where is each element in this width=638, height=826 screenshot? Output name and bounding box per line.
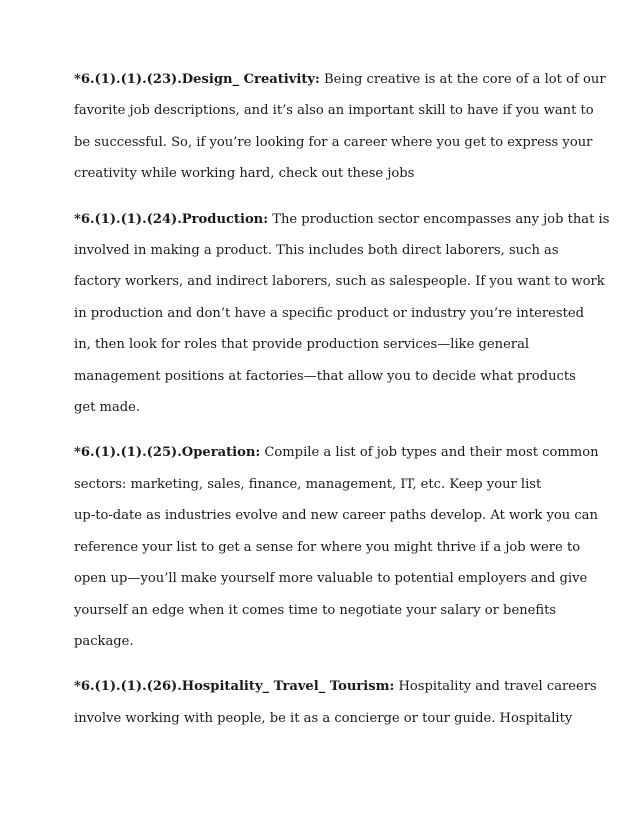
paragraph-line: package.	[74, 633, 134, 649]
document-page	[74, 64, 610, 748]
paragraph-heading: *6.(1).(1).(25).Operation:	[74, 445, 261, 461]
paragraph-line: in production and don’t have a specific product or industry you’re interested	[74, 305, 584, 321]
paragraph-line: in, then look for roles that provide production services—like general	[74, 337, 530, 353]
paragraph-line: involve working with people, be it as a concierge or tour guide. Hospitality	[74, 710, 573, 726]
paragraph-text: Compile a list of job types and their most common	[260, 445, 599, 461]
paragraph-line: yourself an edge when it comes time to negotiate your salary or benefits	[74, 602, 557, 618]
paragraph-line: get made.	[74, 400, 141, 416]
paragraph-line: management positions at factories—that allow you to decide what products	[74, 368, 576, 384]
paragraph-line	[74, 64, 606, 95]
paragraph-operation	[74, 437, 599, 657]
paragraph-text: Hospitality and travel careers	[394, 679, 597, 695]
paragraph-line: reference your list to get a sense for where you might thrive if a job were to	[74, 539, 581, 555]
paragraph-text: Being creative is at the core of a lot of our	[319, 72, 606, 87]
paragraph-line: factory workers, and indirect laborers, such as salespeople. If you want to work	[74, 274, 605, 290]
paragraph-line	[74, 204, 610, 235]
paragraph-design-creativity	[74, 64, 606, 190]
paragraph-hospitality-travel-tourism	[74, 671, 597, 734]
paragraph-line: sectors: marketing, sales, finance, management, IT, etc. Keep your list	[74, 476, 542, 492]
paragraph-line: involved in making a product. This includes both direct laborers, such as	[74, 243, 559, 259]
paragraph-line	[74, 437, 599, 468]
paragraph-line	[74, 671, 597, 702]
paragraph-line: creativity while working hard, check out these jobs	[74, 166, 415, 182]
paragraph-heading: *6.(1).(1).(23).Design_ Creativity:	[74, 72, 320, 87]
paragraph-line: up-to-date as industries evolve and new career paths develop. At work you can	[74, 508, 598, 524]
paragraph-line: be successful. So, if you’re looking for a career where you get to express your	[74, 134, 593, 150]
paragraph-production	[74, 204, 610, 424]
paragraph-heading: *6.(1).(1).(24).Production:	[74, 211, 269, 227]
paragraph-line: open up—you’ll make yourself more valuable to potential employers and give	[74, 571, 588, 587]
paragraph-line: favorite job descriptions, and it’s also an important skill to have if you want to	[74, 103, 594, 119]
paragraph-heading: *6.(1).(1).(26).Hospitality_ Travel_ Tourism:	[74, 679, 395, 695]
paragraph-text: The production sector encompasses any job that is	[268, 211, 610, 227]
